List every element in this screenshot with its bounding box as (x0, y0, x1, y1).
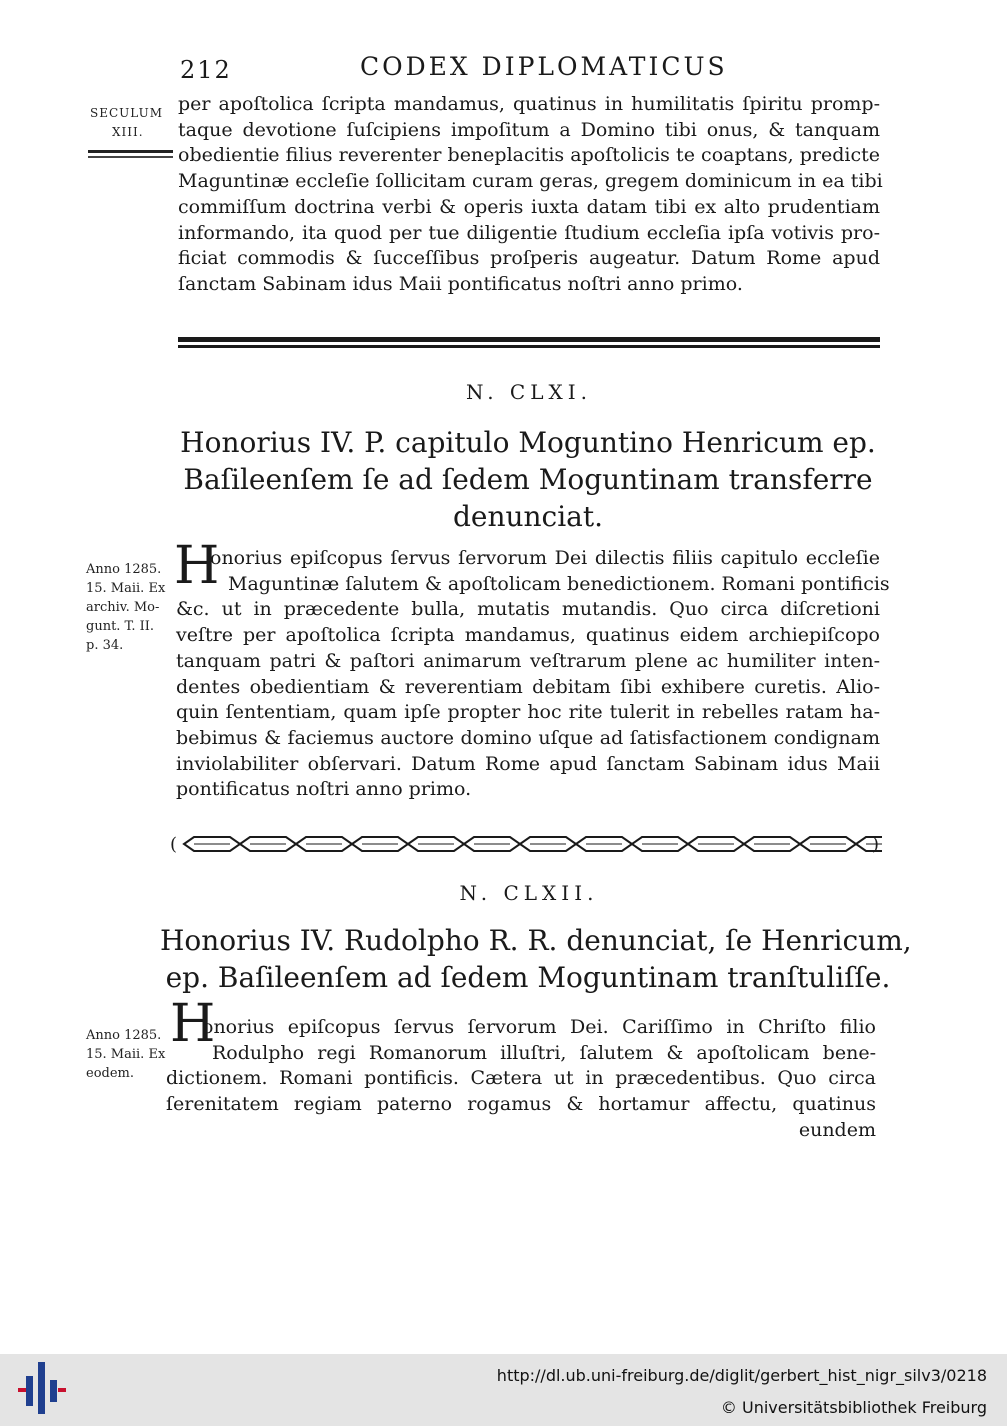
running-title: CODEX DIPLOMATICUS (360, 52, 728, 81)
document-number: N. CLXI. (465, 380, 592, 404)
text-line: informando, ita quod per tue diligentie ſtudium eccleſia ipſa votivis pro- (178, 221, 880, 244)
heading-line: ep. Baſileenſem ad ſedem Moguntinam tranſtuliſſe. (165, 961, 891, 994)
text-line: ſerenitatem regiam paterno rogamus & hortamur affectu, quatinus (166, 1093, 876, 1116)
page-number: 212 (180, 56, 232, 84)
text-line: Rodulpho regi Romanorum illuſtri, ſalutem & apoſtolicam bene- (212, 1041, 876, 1064)
text-line: dentes obedientiam & reverentiam debitam ſibi exhibere curetis. Alio- (176, 675, 880, 698)
text-line: onorius epiſcopus ſervus ſervorum Dei. Cariſſimo in Chriſto filio (202, 1016, 876, 1038)
catchword: eundem (798, 1118, 876, 1141)
document-number: N. CLXII. (459, 881, 599, 905)
margin-line: 15. Maii. Ex (86, 1047, 166, 1062)
margin-line: eodem. (86, 1066, 134, 1081)
margin-line: archiv. Mo- (86, 600, 160, 615)
copyright-text: © Universitätsbibliothek Freiburg (720, 1398, 987, 1417)
margin-rule (88, 150, 173, 160)
drop-cap: H (174, 536, 220, 596)
margin-line: 15. Maii. Ex (86, 581, 166, 596)
margin-source-note (86, 560, 165, 655)
text-line: inviolabiliter obſervari. Datum Rome apud ſanctam Sabinam idus Maii (176, 752, 880, 775)
text-line: commiſſum doctrina verbi & operis iuxta datam tibi ex alto prudentiam (178, 195, 880, 218)
margin-line: p. 34. (86, 638, 124, 653)
ornamental-divider (170, 832, 882, 856)
margin-source-note (86, 1026, 165, 1083)
text-line: ficiat commodis & ſucceſſibus proſperis augeatur. Datum Rome apud (178, 247, 880, 270)
text-line: Maguntinæ ſalutem & apoſtolicam benedictionem. Romani pontificis (228, 572, 890, 595)
text-line: &c. ut in præcedente bulla, mutatis mutandis. Quo circa diſcretioni (176, 598, 880, 621)
section-divider (178, 337, 880, 351)
ub-freiburg-logo-icon[interactable] (18, 1362, 66, 1414)
heading-line: Baſileenſem ſe ad ſedem Moguntinam transferre (183, 463, 873, 496)
text-line: ſanctam Sabinam idus Maii pontificatus noſtri anno primo. (178, 272, 743, 295)
source-url-link[interactable]: http://dl.ub.uni-freiburg.de/diglit/gerbert_hist_nigr_silv3/0218 (496, 1366, 987, 1385)
text-line: bebimus & faciemus auctore domino uſque ad ſatisfactionem condignam (176, 726, 880, 749)
margin-line: Anno 1285. (86, 1028, 162, 1043)
heading-line: Honorius IV. Rudolpho R. R. denunciat, ſe Henricum, (160, 924, 912, 957)
margin-line: Anno 1285. (86, 562, 162, 577)
document-heading (160, 922, 912, 996)
text-line: quin ſententiam, quam ipſe propter hoc rite tulerit in rebelles ratam ha- (176, 701, 880, 724)
text-line: dictionem. Romani pontificis. Cætera ut in præcedentibus. Quo circa (166, 1067, 876, 1090)
document-body (166, 1015, 876, 1144)
text-line: per apoſtolica ſcripta mandamus, quatinus in humilitatis ſpiritu promp- (178, 93, 880, 115)
svg-text:(: ( (170, 834, 178, 855)
drop-cap: H (170, 994, 216, 1054)
text-line: onorius epiſcopus ſervus ſervorum Dei dilectis filiis capitulo eccleſie (210, 547, 880, 569)
document-body (176, 546, 890, 803)
svg-text:): ) (872, 834, 880, 855)
text-line: obedientie filius reverenter beneplacitis apoſtolicis te coaptans, predicte (178, 144, 880, 167)
document-heading (160, 424, 896, 535)
text-line: Maguntinæ eccleſie ſollicitam curam geras, gregem dominicum in ea tibi (178, 170, 883, 193)
heading-line: denunciat. (452, 500, 604, 533)
viewer-footer (0, 1354, 1007, 1426)
text-line: tanquam patri & paſtori animarum veſtrarum plene ac humiliter inten- (176, 649, 880, 672)
heading-line: Honorius IV. P. capitulo Moguntino Henricum ep. (180, 426, 876, 459)
text-line: taque devotione ſuſcipiens impoſitum a Domino tibi onus, & tanquam (178, 118, 880, 141)
margin-line: gunt. T. II. (86, 619, 154, 634)
margin-line: XIII. (112, 125, 144, 139)
text-line: veſtre per apoſtolica ſcripta mandamus, quatinus eidem archiepiſcopo (176, 624, 880, 647)
margin-line: SECULUM (90, 106, 163, 120)
running-head (0, 50, 1007, 90)
margin-seculum (90, 104, 163, 142)
continuation-text (178, 92, 883, 298)
text-line: pontificatus noſtri anno primo. (176, 778, 472, 801)
